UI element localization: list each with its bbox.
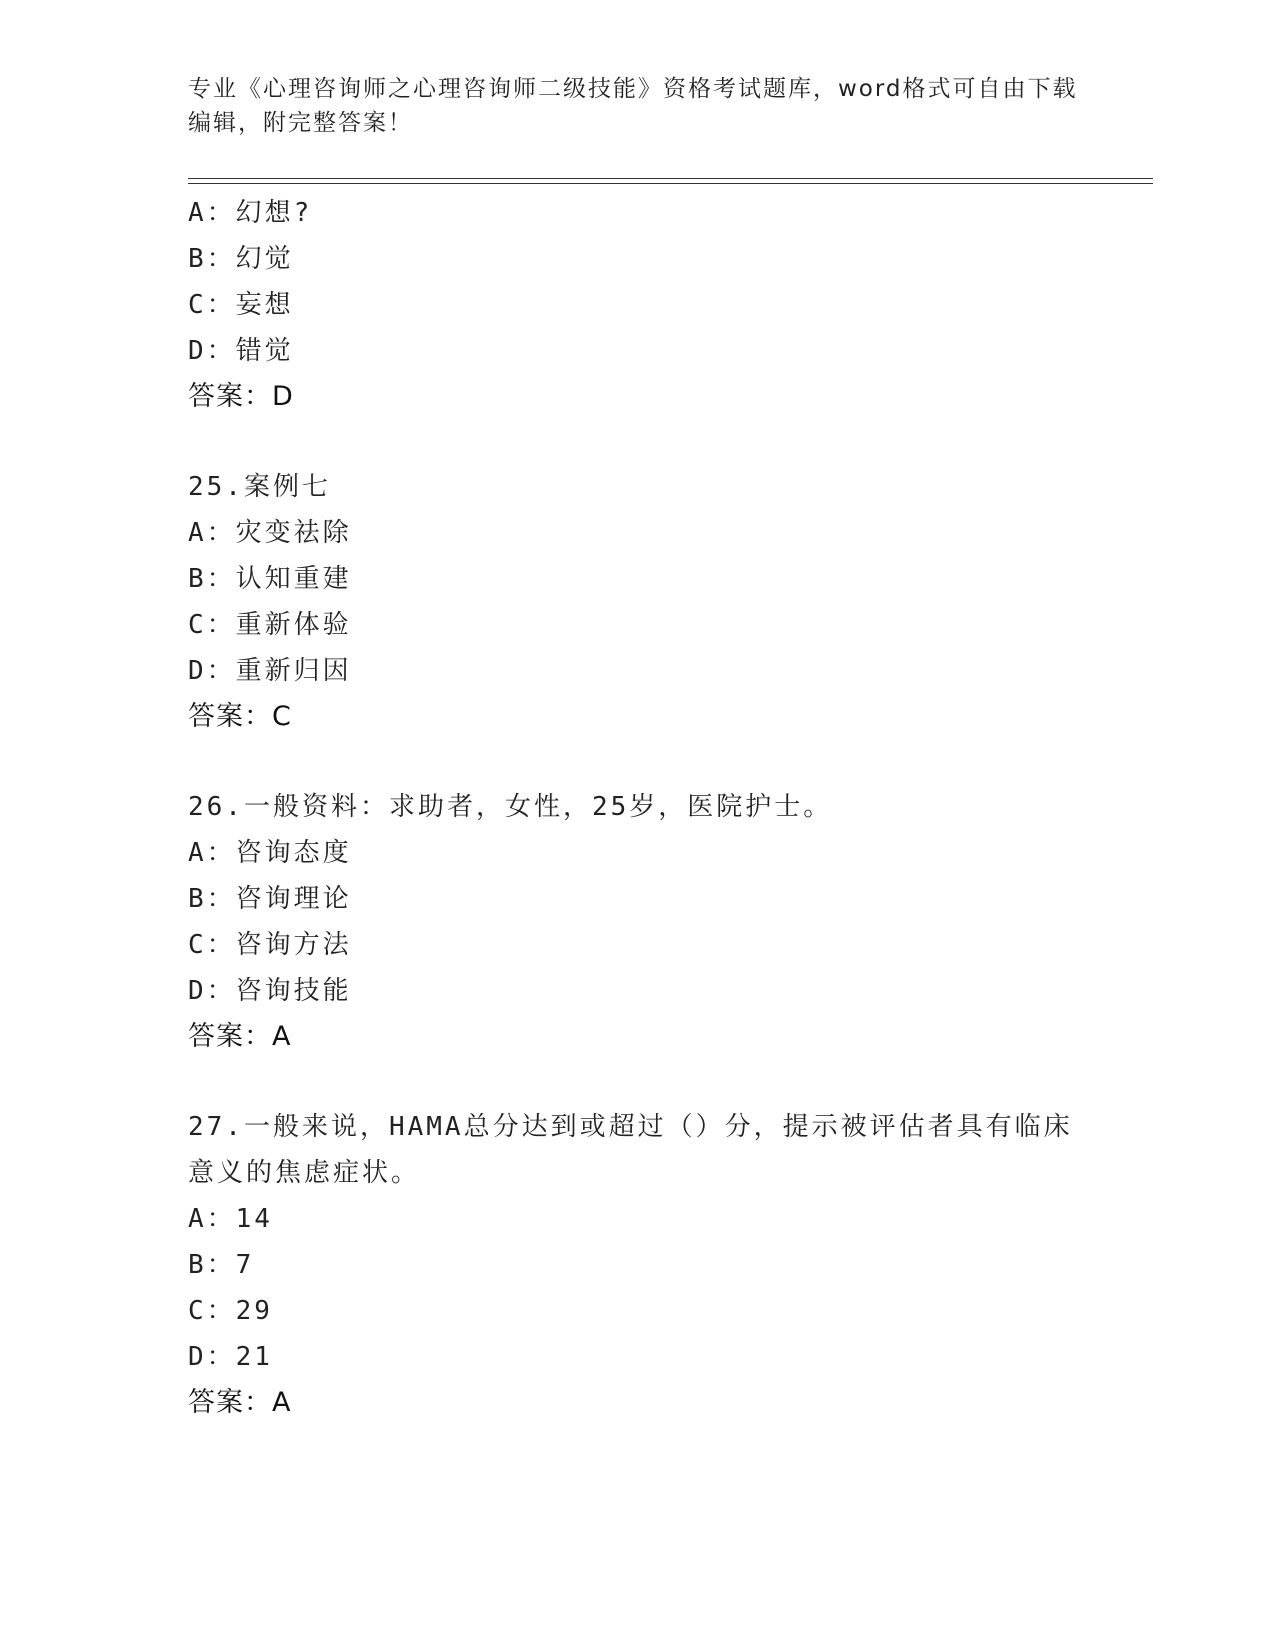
answer-line: 答案：A [188,1021,292,1052]
answer-line: 答案：C [188,701,292,732]
question-block [188,190,1108,420]
option-a: A：14 [188,1204,273,1234]
question-stem: 25.案例七 [188,472,331,502]
question-stem: 27.一般来说，HAMA总分达到或超过（）分，提示被评估者具有临床意义的焦虑症状。 [188,1112,1073,1188]
option-a: A：幻想? [188,198,313,228]
option-b: B：认知重建 [188,564,352,594]
option-b: B：7 [188,1250,255,1280]
option-a: A：咨询态度 [188,838,352,868]
document-header: 专业《心理咨询师之心理咨询师二级技能》资格考试题库，word格式可自由下载编辑，附完整答案！ [188,76,1078,136]
spacer [188,420,1108,464]
question-block [188,784,1108,1060]
option-a: A：灾变祛除 [188,518,352,548]
spacer [188,1060,1108,1104]
question-list [188,190,1108,1426]
option-d: D：重新归因 [188,656,352,686]
header-divider-top [188,178,1153,179]
answer-line: 答案：A [188,1387,292,1418]
spacer [188,740,1108,784]
question-block [188,1104,1108,1426]
question-stem: 26.一般资料：求助者，女性，25岁，医院护士。 [188,792,833,822]
option-c: C：重新体验 [188,610,352,640]
header-divider-bottom [188,183,1153,184]
option-c: C：妄想 [188,290,294,320]
option-b: B：咨询理论 [188,884,352,914]
option-b: B：幻觉 [188,244,294,274]
option-d: D：咨询技能 [188,976,352,1006]
option-d: D：21 [188,1342,273,1372]
option-c: C：29 [188,1296,273,1326]
answer-line: 答案：D [188,381,294,412]
question-block [188,464,1108,740]
option-d: D：错觉 [188,336,294,366]
option-c: C：咨询方法 [188,930,352,960]
